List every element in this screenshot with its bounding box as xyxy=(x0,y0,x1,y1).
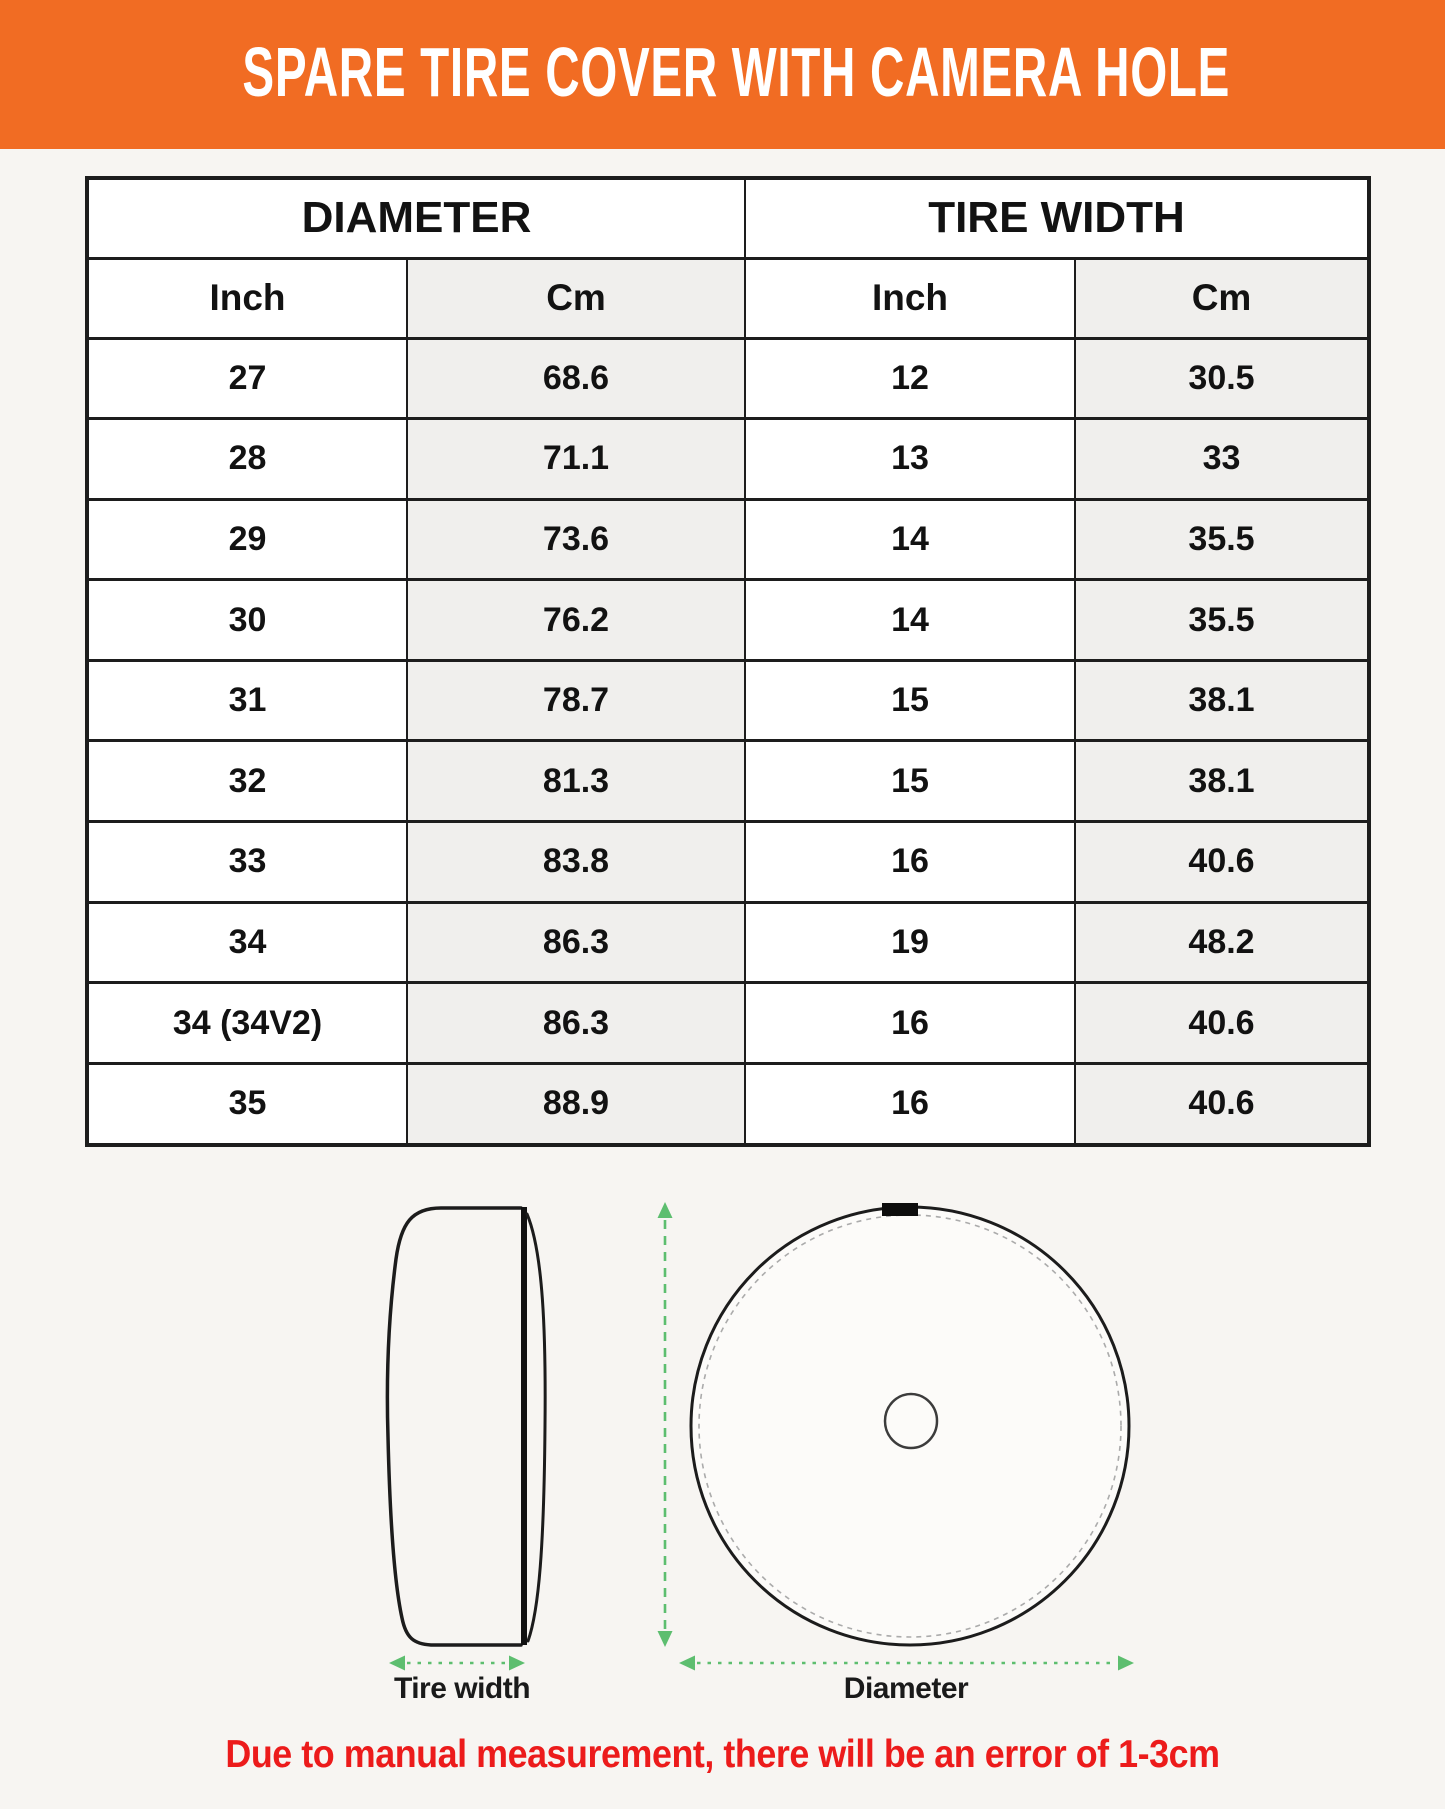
table-cell: 40.6 xyxy=(1075,983,1369,1064)
column-header-cm: Cm xyxy=(407,258,745,338)
table-cell: 40.6 xyxy=(1075,822,1369,903)
table-cell: 15 xyxy=(745,741,1075,822)
table-cell: 14 xyxy=(745,580,1075,661)
table-cell: 14 xyxy=(745,499,1075,580)
table-cell: 35 xyxy=(87,1063,407,1145)
tire-width-label: Tire width xyxy=(393,1672,531,1705)
column-header-cm: Cm xyxy=(1075,258,1369,338)
table-row xyxy=(87,660,1369,741)
group-header-tire-width: TIRE WIDTH xyxy=(745,178,1369,258)
table-cell: 27 xyxy=(87,338,407,419)
tire-front-view xyxy=(691,1203,1129,1645)
table-cell: 16 xyxy=(745,983,1075,1064)
page-title: SPARE TIRE COVER WITH CAMERA HOLE xyxy=(242,32,1231,111)
table-cell: 16 xyxy=(745,1063,1075,1145)
table-cell: 29 xyxy=(87,499,407,580)
table-row xyxy=(87,1063,1369,1145)
table-cell: 19 xyxy=(745,902,1075,983)
table-cell: 16 xyxy=(745,822,1075,903)
diameter-arrow xyxy=(679,1656,1134,1671)
top-marker xyxy=(882,1203,918,1216)
table-cell: 15 xyxy=(745,660,1075,741)
table-cell: 48.2 xyxy=(1075,902,1369,983)
size-table-body xyxy=(87,338,1369,1145)
table-cell: 71.1 xyxy=(407,419,745,500)
arrow-right-icon xyxy=(1118,1656,1134,1671)
table-row xyxy=(87,419,1369,500)
table-cell: 35.5 xyxy=(1075,499,1369,580)
table-cell: 31 xyxy=(87,660,407,741)
table-cell: 34 (34V2) xyxy=(87,983,407,1064)
table-cell: 35.5 xyxy=(1075,580,1369,661)
table-row xyxy=(87,580,1369,661)
table-column-header-row xyxy=(87,258,1369,338)
arrow-down-icon xyxy=(658,1631,673,1647)
table-cell: 30 xyxy=(87,580,407,661)
diameter-label: Diameter xyxy=(843,1672,969,1705)
table-cell: 86.3 xyxy=(407,983,745,1064)
table-cell: 68.6 xyxy=(407,338,745,419)
table-cell: 81.3 xyxy=(407,741,745,822)
table-cell: 28 xyxy=(87,419,407,500)
table-cell: 34 xyxy=(87,902,407,983)
arrow-right-icon xyxy=(509,1656,525,1671)
table-cell: 86.3 xyxy=(407,902,745,983)
table-cell: 88.9 xyxy=(407,1063,745,1145)
tire-measurement-diagram xyxy=(330,1190,1210,1710)
table-cell: 83.8 xyxy=(407,822,745,903)
group-header-diameter: DIAMETER xyxy=(87,178,745,258)
size-table-wrap xyxy=(85,176,1371,1147)
table-cell: 78.7 xyxy=(407,660,745,741)
table-cell: 32 xyxy=(87,741,407,822)
vertical-measure-arrow xyxy=(658,1202,673,1647)
table-cell: 76.2 xyxy=(407,580,745,661)
table-cell: 40.6 xyxy=(1075,1063,1369,1145)
table-row xyxy=(87,983,1369,1064)
tire-side-view xyxy=(387,1207,545,1645)
table-cell: 33 xyxy=(87,822,407,903)
table-cell: 33 xyxy=(1075,419,1369,500)
table-cell: 12 xyxy=(745,338,1075,419)
table-row xyxy=(87,499,1369,580)
table-row xyxy=(87,741,1369,822)
column-header-inch: Inch xyxy=(745,258,1075,338)
table-cell: 38.1 xyxy=(1075,741,1369,822)
table-row xyxy=(87,338,1369,419)
tire-width-arrow xyxy=(389,1656,525,1671)
table-cell: 30.5 xyxy=(1075,338,1369,419)
column-header-inch: Inch xyxy=(87,258,407,338)
size-table xyxy=(85,176,1371,1147)
measurement-error-note: Due to manual measurement, there will be an error of 1-3cm xyxy=(225,1733,1220,1776)
table-cell: 13 xyxy=(745,419,1075,500)
arrow-left-icon xyxy=(679,1656,695,1671)
table-cell: 38.1 xyxy=(1075,660,1369,741)
banner xyxy=(0,0,1445,149)
table-row xyxy=(87,902,1369,983)
table-row xyxy=(87,822,1369,903)
arrow-up-icon xyxy=(658,1202,673,1218)
table-cell: 73.6 xyxy=(407,499,745,580)
table-group-header-row xyxy=(87,178,1369,258)
arrow-left-icon xyxy=(389,1656,405,1671)
